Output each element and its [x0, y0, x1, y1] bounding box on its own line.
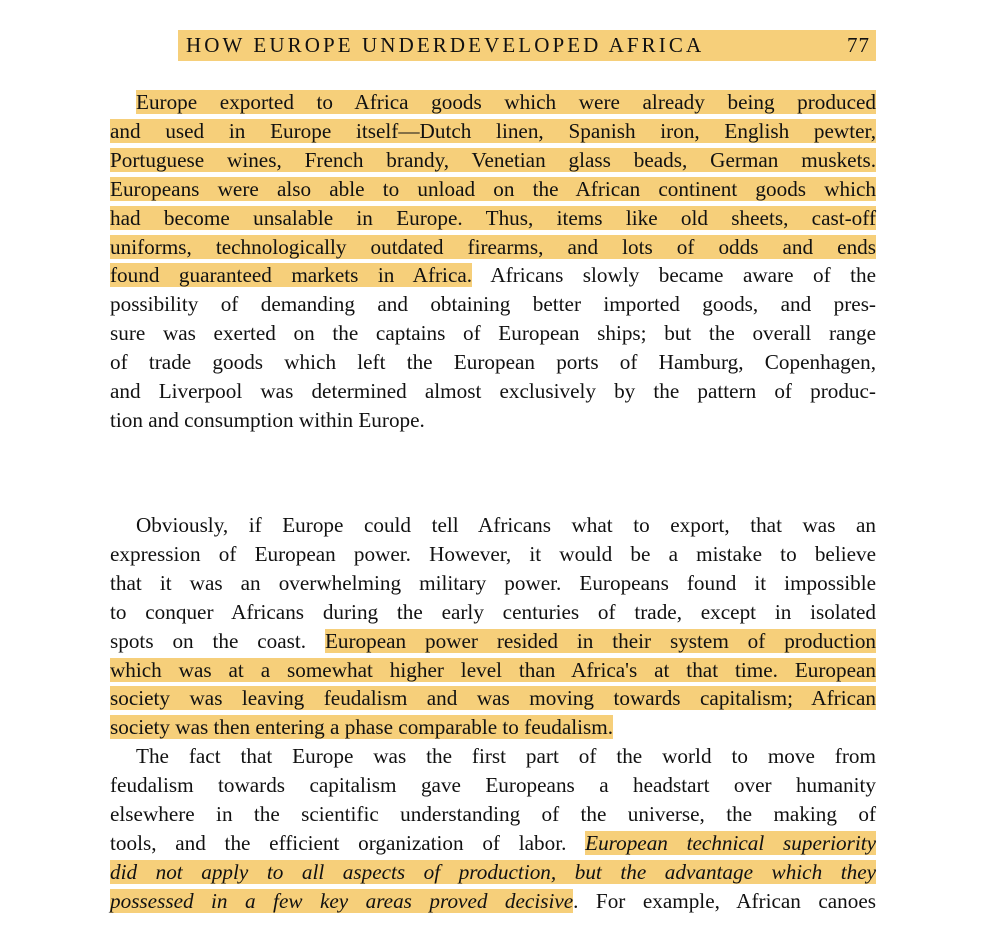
body-text: spots on the coast.: [110, 628, 325, 653]
body-text: Obviously, if Europe could tell Africans what to export, that was an: [136, 513, 876, 537]
body-text: Africans slowly became aware of the: [472, 263, 876, 288]
text-line: [110, 377, 876, 406]
text-line: [110, 261, 876, 290]
text-line: [110, 742, 876, 771]
body-text: to conquer Africans during the early centuries of trade, except in isolated: [110, 599, 876, 624]
paragraph-1: [110, 88, 876, 435]
highlighted-text: found guaranteed markets in Africa.: [110, 263, 473, 288]
text-line: [110, 511, 876, 540]
text-line: [110, 858, 876, 887]
body-text: of trade goods which left the European ports of Hamburg, Copenhagen,: [110, 350, 876, 375]
page-number: 77: [847, 33, 870, 57]
highlighted-text: Portuguese wines, French brandy, Venetian glass beads, German muskets.: [110, 147, 876, 172]
highlighted-text: Europeans were also able to unload on the African continent goods which: [110, 176, 876, 201]
body-text: and Liverpool was determined almost exclusively by the pattern of produc-: [110, 379, 876, 404]
text-line: [110, 175, 876, 204]
text-line: [110, 771, 876, 800]
body-text: elsewhere in the scientific understanding of the universe, the making of: [110, 801, 876, 826]
body-text: possibility of demanding and obtaining better imported goods, and pres-: [110, 292, 876, 317]
body-text: feudalism towards capitalism gave Europeans a headstart over humanity: [110, 772, 876, 797]
highlighted-text: European power resided in their system of production: [324, 628, 877, 653]
text-line: [110, 684, 876, 713]
text-line: [110, 887, 876, 916]
highlighted-italic-text: did not apply to all aspects of production, but the advantage which they: [110, 859, 876, 884]
text-line: [110, 319, 876, 348]
text-line: [110, 829, 876, 858]
text-line: [110, 800, 876, 829]
highlighted-italic-text: possessed in a few key areas proved decisive: [110, 888, 574, 913]
paragraph-2: [110, 511, 876, 742]
highlighted-text: society was leaving feudalism and was moving towards capitalism; African: [110, 686, 876, 711]
text-line: [110, 348, 876, 377]
text-line: [110, 598, 876, 627]
highlighted-text: and used in Europe itself—Dutch linen, Spanish iron, English pewter,: [110, 118, 876, 143]
running-head-title: HOW EUROPE UNDERDEVELOPED AFRICA: [186, 33, 705, 57]
text-line: [110, 627, 876, 656]
text-line: [110, 146, 876, 175]
body-text: sure was exerted on the captains of European ships; but the overall range: [110, 321, 876, 346]
text-line: [110, 204, 876, 233]
text-line: [110, 88, 876, 117]
highlighted-text: uniforms, technologically outdated firearms, and lots of odds and ends: [110, 234, 876, 259]
text-line: [110, 117, 876, 146]
body-text: . For example, African canoes: [573, 888, 877, 913]
body-text: that it was an overwhelming military power. Europeans found it impossible: [110, 570, 876, 595]
text-line: [110, 233, 876, 262]
text-line: [110, 290, 876, 319]
body-text: tools, and the efficient organization of labor.: [110, 830, 586, 855]
text-line: [110, 406, 876, 435]
highlighted-text: which was at a somewhat higher level than Africa's at that time. European: [110, 657, 876, 682]
text-line: [110, 569, 876, 598]
text-line: [110, 713, 876, 742]
text-line: [110, 540, 876, 569]
highlighted-text: Europe exported to Africa goods which were already being produced: [136, 90, 876, 114]
highlighted-text: society was then entering a phase comparable to feudalism.: [110, 715, 614, 740]
running-head: [178, 30, 876, 61]
highlighted-text: had become unsalable in Europe. Thus, items like old sheets, cast-off: [110, 205, 876, 230]
body-text: expression of European power. However, it would be a mistake to believe: [110, 541, 876, 566]
paragraph-3: [110, 742, 876, 915]
body-text: The fact that Europe was the first part of the world to move from: [136, 744, 876, 768]
body-text: tion and consumption within Europe.: [110, 407, 425, 432]
highlighted-italic-text: European technical superiority: [585, 830, 876, 855]
text-line: [110, 656, 876, 685]
